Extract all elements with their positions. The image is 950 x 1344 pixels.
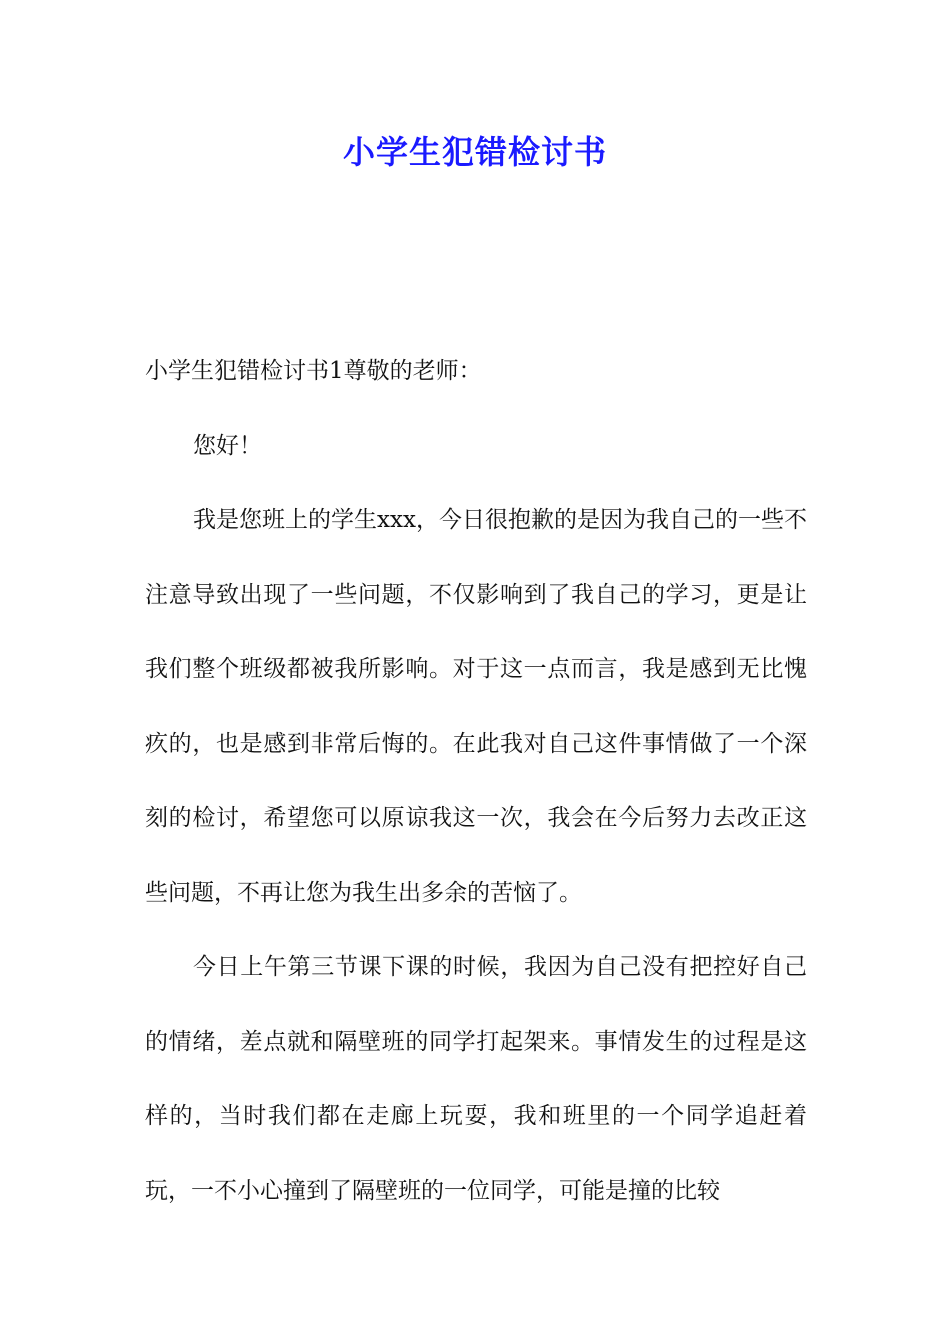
body-paragraph-incident: 今日上午第三节课下课的时候，我因为自己没有把控好自己的情绪，差点就和隔壁班的同学打起架来。事情发生的过程是这样的，当时我们都在走廊上玩耍，我和班里的一个同学追赶着玩，一不小心撞到了隔壁班的一位同学，可能是撞的比较 xyxy=(145,954,807,1204)
greeting-paragraph: 您好！ xyxy=(193,432,262,459)
salutation-line: 小学生犯错检讨书1尊敬的老师： xyxy=(145,358,482,384)
document-title: 小学生犯错检讨书 xyxy=(342,133,607,171)
body-paragraph-apology: 我是您班上的学生xxx，今日很抱歉的是因为我自己的一些不注意导致出现了一些问题，不仅影响到了我自己的学习，更是让我们整个班级都被我所影响。对于这一点而言，我是感到无比愧疚的，也是感到非常后悔的。在此我对自己这件事情做了一个深刻的检讨，希望您可以原谅我这一次，我会在今后努力去改正这些问题，不再让您为我生出多余的苦恼了。 xyxy=(145,507,807,906)
document-body xyxy=(145,334,807,1228)
